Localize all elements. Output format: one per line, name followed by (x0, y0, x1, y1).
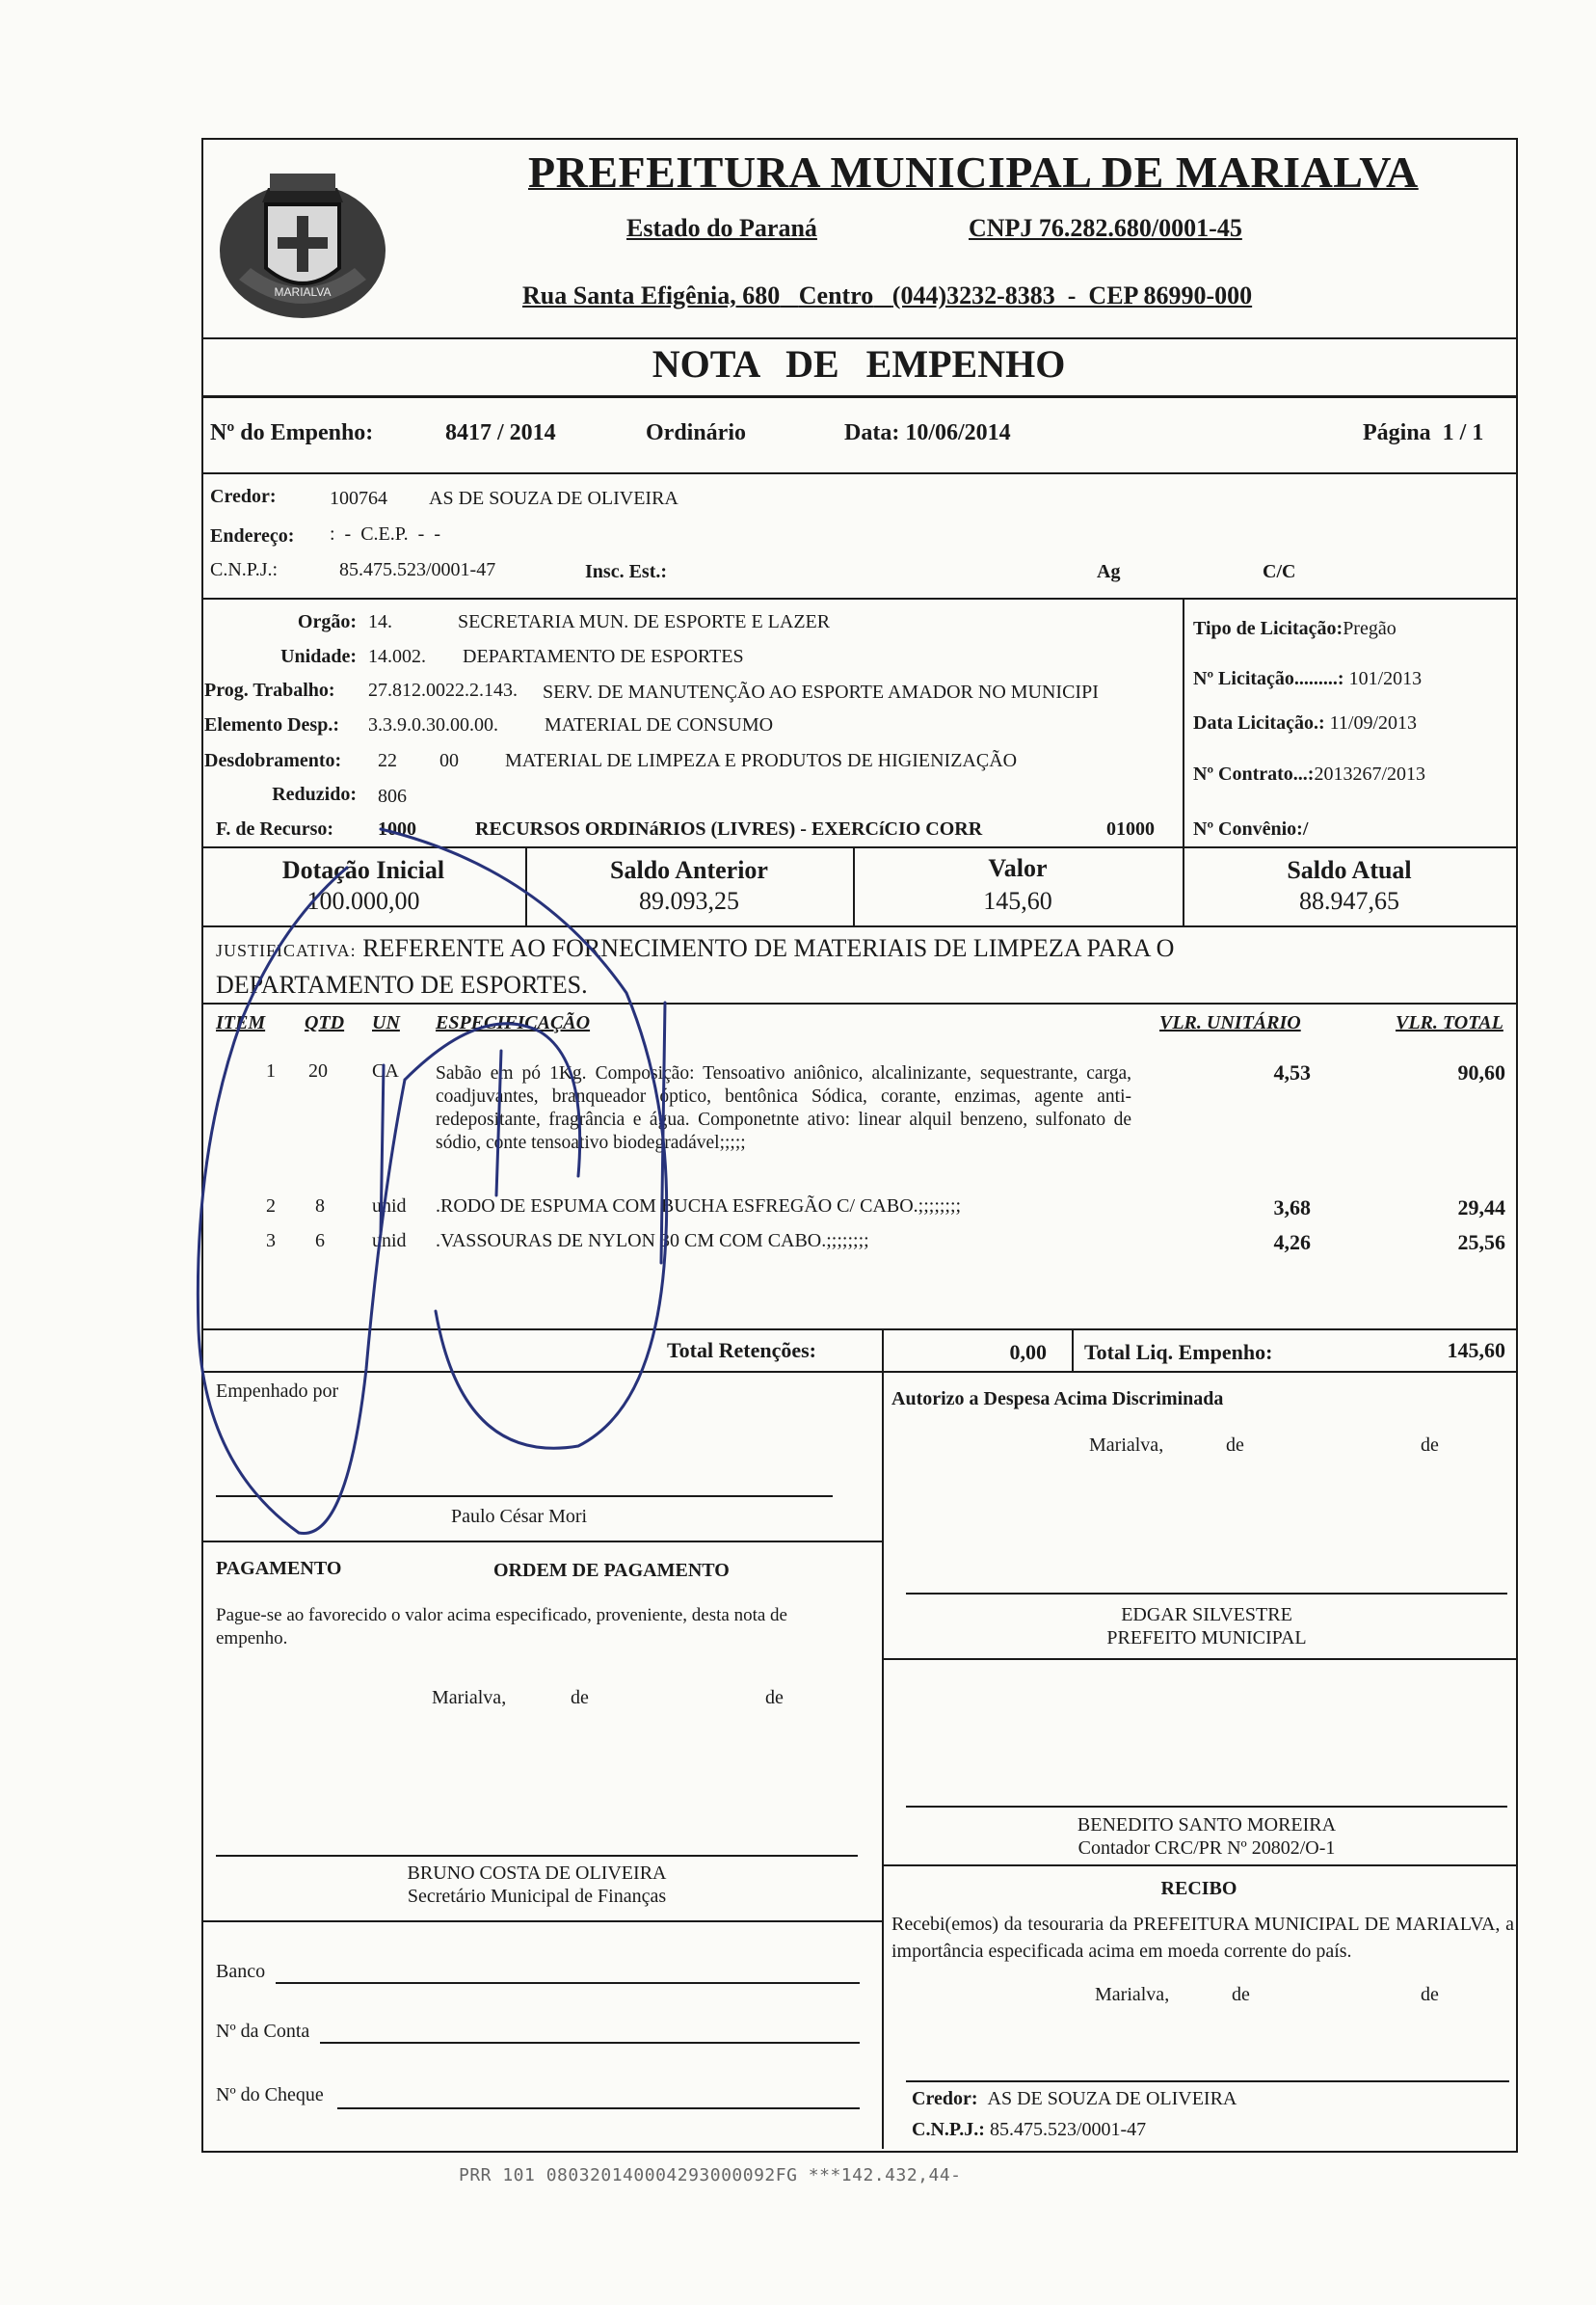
doc-title: NOTA DE EMPENHO (652, 342, 1066, 386)
contrato-label: Nº Contrato...: (1193, 764, 1315, 785)
elemento-name: MATERIAL DE CONSUMO (545, 714, 774, 736)
item-total-value: 90,60 (1457, 1060, 1505, 1085)
ag-label: Ag (1097, 561, 1121, 582)
cheque-line (337, 2107, 860, 2109)
secretario-name: BRUNO COSTA DE OLIVEIRA (407, 1863, 667, 1884)
unidade-name: DEPARTAMENTO DE ESPORTES (463, 646, 744, 667)
dotacao-value: 100.000,00 (306, 887, 420, 915)
num-licitacao-value: 101/2013 (1348, 668, 1423, 689)
tipo-licitacao-value: Pregão (1343, 618, 1396, 639)
orgao-label: Orgão: (297, 611, 357, 632)
item-spec: Sabão em pó 1Kg. Composição: Tensoativo aniônico, alcalinizante, sequestrante, carga, coadjuvantes, branqueador óptico, bentônica Sódica, corante, enzimas, agente anti-redepositante, fragrância e água. Componetnte ativo: linear alquil benzeno, sulfonato de sódio, conte tensoativo biodegradável;;;;; (436, 1063, 1131, 1153)
prog-code: 27.812.0022.2.143. (368, 680, 518, 701)
elemento-code: 3.3.9.0.30.00.00. (368, 714, 498, 736)
prog-name: SERV. DE MANUTENÇÃO AO ESPORTE AMADOR NO MUNICIPI (543, 682, 1099, 703)
divider (1183, 598, 1184, 848)
signature-line (216, 1495, 833, 1497)
endereco-value: : - C.E.P. - - (330, 523, 440, 545)
recibo-text: Recebi(emos) da tesouraria da PREFEITURA MUNICIPAL DE MARIALVA, a importância especificada acima em moeda corrente do país. (891, 1914, 1514, 1962)
pagamento-de1: de (571, 1687, 589, 1708)
autorizo-de2: de (1421, 1434, 1439, 1456)
item-spec: .RODO DE ESPUMA COM BUCHA ESFREGÃO C/ CABO.;;;;;;;; (436, 1195, 962, 1217)
convenio-label: Nº Convênio:/ (1193, 818, 1309, 840)
num-licitacao-label: Nº Licitação.........: (1193, 668, 1344, 689)
unidade-code: 14.002. (368, 646, 426, 667)
divider (201, 472, 1516, 474)
data-licitacao-label: Data Licitação.: (1193, 712, 1325, 734)
address-street: Rua Santa Efigênia, 680 (522, 281, 781, 309)
pagamento-de2: de (765, 1687, 784, 1708)
divider (201, 1920, 882, 1922)
recibo-place: Marialva, (1095, 1984, 1170, 2005)
col-un: UN (372, 1012, 400, 1033)
tipo-licitacao (1193, 618, 1396, 640)
elemento-label: Elemento Desp.: (204, 714, 339, 736)
signature-line (906, 2080, 1509, 2082)
item-number: 3 (266, 1230, 276, 1251)
empenhado-name: Paulo César Mori (451, 1506, 588, 1527)
desdobramento-label: Desdobramento: (204, 750, 342, 771)
num-licitacao (1193, 668, 1422, 690)
insc-label: Insc. Est.: (585, 561, 668, 582)
desdobramento-sub: 00 (439, 750, 459, 771)
empenho-number: 8417 / 2014 (445, 420, 556, 445)
item-qtd: 20 (308, 1060, 328, 1082)
col-qtd: QTD (305, 1012, 345, 1033)
banco-line (276, 1982, 860, 1984)
recibo-de2: de (1421, 1984, 1439, 2005)
col-total: VLR. TOTAL (1396, 1012, 1503, 1033)
recibo-credor-name: AS DE SOUZA DE OLIVEIRA (987, 2088, 1237, 2109)
divider (882, 1658, 1516, 1660)
cheque-label: Nº do Cheque (216, 2084, 324, 2105)
item-qtd: 8 (315, 1195, 325, 1217)
divider (201, 925, 1516, 927)
divider (201, 1371, 1516, 1373)
empenho-label: Nº do Empenho: (210, 420, 374, 445)
item-unit-value: 3,68 (1273, 1195, 1311, 1220)
recibo-cnpj (912, 2119, 1146, 2141)
divider (201, 395, 1516, 398)
col-spec: ESPECIFICAÇÃO (436, 1012, 591, 1033)
credor-name: AS DE SOUZA DE OLIVEIRA (429, 488, 678, 509)
desdobramento-name: MATERIAL DE LIMPEZA E PRODUTOS DE HIGIENIZAÇÃO (505, 750, 1018, 771)
item-unit-value: 4,26 (1273, 1230, 1311, 1254)
reduzido-label: Reduzido: (272, 784, 357, 805)
svg-text:MARIALVA: MARIALVA (274, 285, 332, 299)
prefeito-name: EDGAR SILVESTRE (1121, 1604, 1292, 1625)
recurso-name: RECURSOS ORDINáRIOS (LIVRES) - EXERCíCIO CORR (475, 818, 983, 840)
item-un: unid (372, 1195, 407, 1217)
item-un: CA (372, 1060, 399, 1082)
item-number: 1 (266, 1060, 276, 1082)
pagamento-label: PAGAMENTO (216, 1558, 342, 1579)
tipo-licitacao-label: Tipo de Licitação: (1193, 618, 1343, 639)
saldo-anterior-label: Saldo Anterior (610, 856, 768, 884)
reduzido-value: 806 (378, 786, 407, 807)
divider (201, 1003, 1516, 1005)
data-licitacao-value: 11/09/2013 (1329, 712, 1418, 734)
empenhado-label: Empenhado por (216, 1380, 339, 1402)
orgao-name: SECRETARIA MUN. DE ESPORTE E LAZER (458, 611, 831, 632)
ordem-label: ORDEM DE PAGAMENTO (493, 1560, 730, 1581)
justificativa-line2: DEPARTAMENTO DE ESPORTES. (216, 971, 588, 999)
contador-name: BENEDITO SANTO MOREIRA (1077, 1814, 1337, 1836)
empenho-date: Data: 10/06/2014 (844, 420, 1011, 445)
item-un: unid (372, 1230, 407, 1251)
saldo-atual-value: 88.947,65 (1299, 887, 1399, 915)
item-number: 2 (266, 1195, 276, 1217)
pagamento-place: Marialva, (432, 1687, 507, 1708)
autorizo-place: Marialva, (1089, 1434, 1164, 1456)
prog-label: Prog. Trabalho: (204, 680, 335, 701)
saldo-atual-label: Saldo Atual (1287, 856, 1412, 884)
recibo-cnpj-value: 85.475.523/0001-47 (989, 2119, 1147, 2140)
cc-label: C/C (1263, 561, 1296, 582)
recibo-de1: de (1232, 1984, 1250, 2005)
banco-label: Banco (216, 1961, 266, 1982)
credor-label: Credor: (210, 486, 277, 507)
cnpj-value: 85.475.523/0001-47 (339, 559, 496, 580)
autorizo-de1: de (1226, 1434, 1244, 1456)
autorizo-text: Autorizo a Despesa Acima Discriminada (891, 1388, 1224, 1409)
justificativa-label: JUSTIFICATIVA: (216, 941, 357, 960)
divider (882, 1328, 884, 1371)
contrato-value: 2013267/2013 (1314, 764, 1426, 785)
endereco-label: Endereço: (210, 525, 295, 547)
divider (882, 1864, 1516, 1866)
state-name: Estado do Paraná (626, 214, 817, 242)
liq-value: 145,60 (1447, 1338, 1505, 1362)
item-spec: .VASSOURAS DE NYLON 30 CM COM CABO.;;;;;;;; (436, 1230, 869, 1251)
stamp-code: PRR 101 080320140004293000092FG ***142.432,44- (459, 2165, 962, 2185)
divider (201, 1328, 1516, 1330)
valor-value: 145,60 (983, 887, 1052, 915)
prefeito-title: PREFEITO MUNICIPAL (1106, 1627, 1307, 1648)
item-total-value: 25,56 (1457, 1230, 1505, 1254)
justificativa (216, 931, 1498, 1003)
justificativa-line1: REFERENTE AO FORNECIMENTO DE MATERIAIS DE LIMPEZA PARA O (362, 934, 1175, 962)
unidade-label: Unidade: (280, 646, 357, 667)
desdobramento-code: 22 (378, 750, 397, 771)
contrato (1193, 764, 1425, 786)
divider (201, 337, 1516, 339)
data-licitacao (1193, 712, 1417, 735)
recurso-code: 1000 (378, 818, 416, 840)
prefeitura-title: PREFEITURA MUNICIPAL DE MARIALVA (528, 147, 1419, 197)
divider (201, 1541, 882, 1542)
item-unit-value: 4,53 (1273, 1060, 1311, 1085)
contador-title: Contador CRC/PR Nº 20802/O-1 (1077, 1837, 1336, 1859)
divider (882, 1371, 884, 2149)
secretario-title: Secretário Municipal de Finanças (407, 1886, 667, 1907)
municipal-crest (210, 145, 395, 328)
col-item: ITEM (216, 1012, 266, 1033)
signature-line (906, 1806, 1507, 1808)
retencoes-value: 0,00 (1009, 1340, 1047, 1364)
recurso-extra: 01000 (1106, 818, 1155, 840)
recibo-cnpj-label: C.N.P.J.: (912, 2119, 985, 2140)
signature-line (216, 1855, 858, 1857)
col-unit: VLR. UNITÁRIO (1159, 1012, 1301, 1033)
liq-label: Total Liq. Empenho: (1084, 1340, 1273, 1364)
conta-line (320, 2042, 860, 2044)
cnpj-header: CNPJ 76.282.680/0001-45 (969, 214, 1242, 242)
recibo-label: RECIBO (1160, 1878, 1237, 1899)
recibo-credor-label: Credor: (912, 2088, 978, 2109)
dotacao-label: Dotação Inicial (281, 856, 445, 884)
divider (201, 598, 1516, 600)
retencoes-label: Total Retenções: (667, 1338, 816, 1362)
item-qtd: 6 (315, 1230, 325, 1251)
orgao-code: 14. (368, 611, 392, 632)
cnpj-label: C.N.P.J.: (210, 559, 279, 580)
signature-line (906, 1593, 1507, 1595)
recibo-credor (912, 2088, 1237, 2110)
saldo-anterior-value: 89.093,25 (639, 887, 739, 915)
divider (1072, 1328, 1074, 1371)
item-total-value: 29,44 (1457, 1195, 1505, 1220)
credor-code: 100764 (330, 488, 387, 509)
divider (201, 846, 1516, 848)
address-district: Centro (798, 281, 874, 309)
recurso-label: F. de Recurso: (216, 818, 334, 840)
header-address (522, 281, 1252, 310)
empenho-type: Ordinário (646, 420, 747, 445)
valor-label: Valor (988, 854, 1048, 882)
phone-cep: (044)3232-8383 - CEP 86990-000 (891, 281, 1253, 309)
page-number: Página 1 / 1 (1363, 420, 1484, 445)
pague-text: Pague-se ao favorecido o valor acima especificado, proveniente, desta nota de empenho. (216, 1605, 787, 1648)
conta-label: Nº da Conta (216, 2021, 310, 2042)
